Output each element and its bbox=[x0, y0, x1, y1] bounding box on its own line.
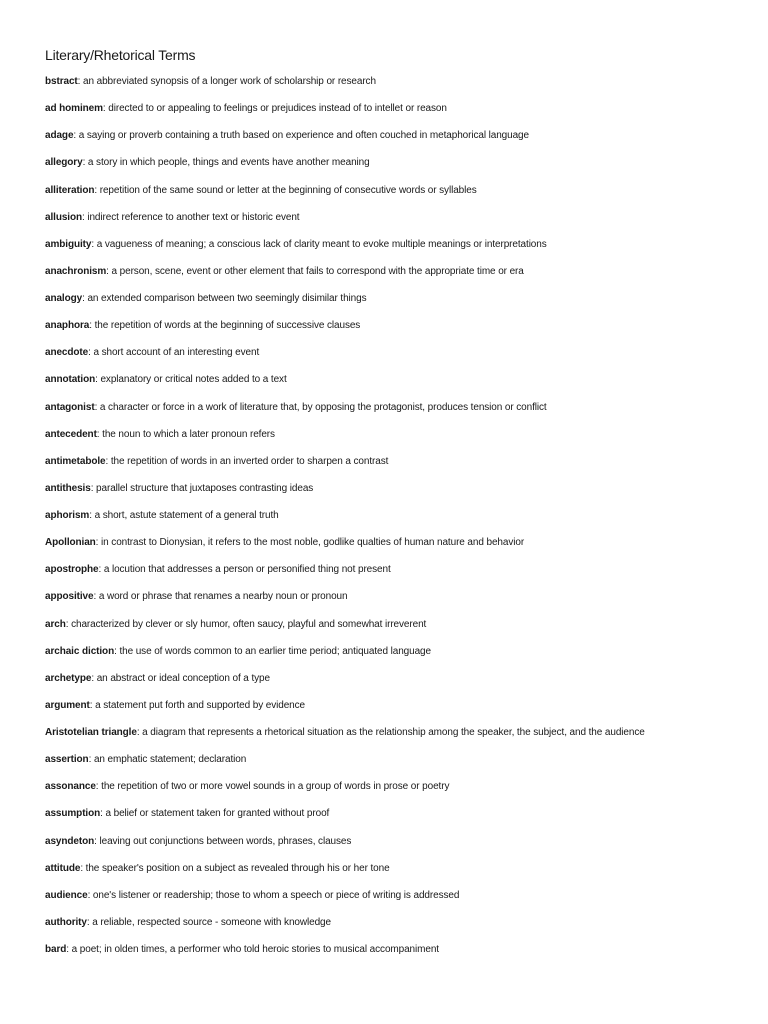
term-definition: an extended comparison between two seemingly disimilar things bbox=[87, 293, 367, 304]
term-word: annotation bbox=[45, 374, 96, 386]
term-separator: : bbox=[89, 320, 95, 332]
term-separator: : bbox=[105, 455, 111, 467]
term-word: antithesis bbox=[45, 482, 91, 494]
glossary-entry bbox=[45, 753, 750, 766]
term-definition: parallel structure that juxtaposes contrasting ideas bbox=[96, 482, 314, 494]
term-definition: a belief or statement taken for granted without proof bbox=[105, 808, 330, 820]
term-definition: a reliable, respected source - someone with knowledge bbox=[92, 916, 331, 928]
term-definition: a diagram that represents a rhetorical situation as the relationship among the speaker, the subject, and the audience bbox=[142, 727, 645, 738]
term-definition: the noun to which a later pronoun refers bbox=[102, 428, 275, 440]
term-separator: : bbox=[81, 211, 88, 223]
term-word: asyndeton bbox=[45, 835, 95, 847]
glossary-entry bbox=[45, 319, 750, 332]
glossary-entry bbox=[45, 645, 750, 658]
glossary-entry bbox=[45, 862, 750, 875]
glossary-entry bbox=[45, 401, 750, 414]
term-separator: : bbox=[95, 781, 102, 793]
term-definition: the speaker's position on a subject as revealed through his or her tone bbox=[85, 862, 390, 874]
glossary-entry bbox=[45, 156, 750, 169]
term-definition: the repetition of two or more vowel sounds in a group of words in prose or poetry bbox=[101, 781, 450, 793]
term-word: alliteration bbox=[45, 184, 95, 196]
term-word: bard bbox=[45, 944, 67, 955]
term-definition: in contrast to Dionysian, it refers to the most noble, godlike qualties of human nature and behavior bbox=[101, 537, 525, 549]
term-separator: : bbox=[82, 157, 88, 169]
term-word: antecedent bbox=[45, 428, 97, 440]
term-separator: : bbox=[106, 265, 112, 277]
glossary-entry bbox=[45, 889, 750, 902]
document-page bbox=[45, 46, 750, 970]
glossary-entry bbox=[45, 292, 750, 305]
term-definition: a saying or proverb containing a truth based on experience and often couched in metaphorical language bbox=[78, 130, 529, 142]
term-word: assertion bbox=[45, 754, 89, 766]
term-separator: : bbox=[86, 916, 93, 928]
term-definition: indirect reference to another text or historic event bbox=[87, 211, 300, 223]
term-word: ad hominem bbox=[45, 103, 103, 115]
term-definition: the repetition of words at the beginning of successive clauses bbox=[94, 320, 361, 332]
glossary-entry bbox=[45, 943, 750, 956]
term-separator: : bbox=[90, 482, 97, 494]
glossary-entry bbox=[45, 563, 750, 576]
term-separator: : bbox=[96, 428, 103, 440]
glossary-entry bbox=[45, 211, 750, 224]
glossary-entry bbox=[45, 726, 750, 739]
term-word: authority bbox=[45, 916, 87, 928]
glossary-entry bbox=[45, 129, 750, 142]
glossary-entry bbox=[45, 346, 750, 359]
glossary-entry bbox=[45, 455, 750, 468]
glossary-entry bbox=[45, 590, 750, 603]
glossary-entry bbox=[45, 536, 750, 549]
glossary-entry bbox=[45, 102, 750, 115]
term-separator: : bbox=[136, 727, 143, 738]
term-separator: : bbox=[95, 374, 101, 386]
glossary-entry bbox=[45, 373, 750, 386]
term-definition: a person, scene, event or other element that fails to correspond with the appropriate time or era bbox=[111, 265, 524, 277]
glossary-entry bbox=[45, 807, 750, 820]
glossary-entry bbox=[45, 184, 750, 197]
term-definition: a short, astute statement of a general truth bbox=[94, 510, 279, 521]
term-separator: : bbox=[89, 699, 96, 711]
term-definition: a vagueness of meaning; a conscious lack of clarity meant to evoke multiple meanings or interpretations bbox=[96, 238, 547, 250]
term-definition: a poet; in olden times, a performer who told heroic stories to musical accompaniment bbox=[71, 944, 439, 955]
glossary-entry bbox=[45, 699, 750, 712]
term-separator: : bbox=[73, 130, 79, 142]
term-definition: a short account of an interesting event bbox=[93, 347, 260, 359]
term-word: allusion bbox=[45, 211, 82, 223]
term-word: anaphora bbox=[45, 320, 90, 332]
term-definition: a story in which people, things and events have another meaning bbox=[87, 157, 370, 169]
term-separator: : bbox=[88, 347, 94, 359]
term-separator: : bbox=[102, 103, 109, 115]
term-word: anecdote bbox=[45, 347, 89, 359]
term-definition: repetition of the same sound or letter at the beginning of consecutive words or syllables bbox=[99, 184, 477, 196]
term-word: assonance bbox=[45, 781, 96, 793]
term-separator: : bbox=[94, 401, 100, 413]
glossary-entry bbox=[45, 835, 750, 848]
term-word: bstract bbox=[45, 76, 78, 87]
term-word: arch bbox=[45, 618, 66, 630]
term-definition: the repetition of words in an inverted order to sharpen a contrast bbox=[110, 455, 389, 467]
term-definition: an emphatic statement; declaration bbox=[93, 754, 247, 766]
glossary-entry bbox=[45, 672, 750, 685]
term-separator: : bbox=[88, 754, 94, 766]
term-definition: explanatory or critical notes added to a text bbox=[100, 374, 287, 386]
term-separator: : bbox=[91, 672, 97, 684]
term-definition: directed to or appealing to feelings or prejudices instead of to intellet or reason bbox=[108, 103, 447, 115]
term-word: anachronism bbox=[45, 265, 107, 277]
glossary-entry bbox=[45, 428, 750, 441]
term-separator: : bbox=[93, 591, 99, 603]
glossary-entry bbox=[45, 618, 750, 631]
term-separator: : bbox=[77, 76, 84, 87]
glossary-entry bbox=[45, 482, 750, 495]
glossary-entry bbox=[45, 780, 750, 793]
term-definition: a word or phrase that renames a nearby noun or pronoun bbox=[98, 591, 348, 603]
term-separator: : bbox=[94, 184, 100, 196]
glossary-entry bbox=[45, 238, 750, 251]
term-word: analogy bbox=[45, 293, 83, 304]
term-definition: an abstract or ideal conception of a type bbox=[96, 672, 270, 684]
glossary-entry bbox=[45, 265, 750, 278]
term-word: assumption bbox=[45, 808, 101, 820]
term-definition: one's listener or readership; those to whom a speech or piece of writing is addressed bbox=[92, 889, 460, 901]
term-word: allegory bbox=[45, 157, 83, 169]
term-separator: : bbox=[114, 645, 120, 657]
term-separator: : bbox=[80, 862, 86, 874]
term-word: appositive bbox=[45, 591, 94, 603]
term-separator: : bbox=[98, 564, 104, 576]
term-word: archaic diction bbox=[45, 645, 115, 657]
term-word: ambiguity bbox=[45, 238, 92, 250]
term-separator: : bbox=[91, 238, 97, 250]
term-definition: a statement put forth and supported by evidence bbox=[95, 699, 306, 711]
term-definition: a locution that addresses a person or personified thing not present bbox=[103, 564, 391, 576]
term-definition: characterized by clever or sly humor, often saucy, playful and somewhat irreverent bbox=[71, 618, 427, 630]
term-word: Apollonian bbox=[45, 537, 96, 549]
term-separator: : bbox=[100, 808, 106, 820]
glossary-entry bbox=[45, 509, 750, 522]
term-word: antagonist bbox=[45, 401, 95, 413]
term-word: argument bbox=[45, 699, 90, 711]
term-word: antimetabole bbox=[45, 455, 106, 467]
term-definition: a character or force in a work of literature that, by opposing the protagonist, produces tension or conflict bbox=[99, 401, 547, 413]
term-word: archetype bbox=[45, 672, 92, 684]
terms-list bbox=[45, 75, 750, 956]
term-word: Aristotelian triangle bbox=[45, 727, 137, 738]
term-definition: the use of words common to an earlier time period; antiquated language bbox=[119, 645, 431, 657]
term-separator: : bbox=[82, 293, 88, 304]
term-separator: : bbox=[65, 618, 72, 630]
term-word: attitude bbox=[45, 862, 81, 874]
term-word: adage bbox=[45, 130, 74, 142]
term-separator: : bbox=[94, 835, 100, 847]
term-separator: : bbox=[89, 510, 95, 521]
term-definition: an abbreviated synopsis of a longer work of scholarship or research bbox=[83, 76, 376, 87]
document-title: Literary/Rhetorical Terms bbox=[45, 47, 196, 63]
term-word: audience bbox=[45, 889, 88, 901]
term-definition: leaving out conjunctions between words, phrases, clauses bbox=[99, 835, 352, 847]
glossary-entry bbox=[45, 75, 750, 88]
term-separator: : bbox=[66, 944, 72, 955]
glossary-entry bbox=[45, 916, 750, 929]
term-word: aphorism bbox=[45, 510, 90, 521]
term-word: apostrophe bbox=[45, 564, 99, 576]
term-separator: : bbox=[95, 537, 102, 549]
term-separator: : bbox=[87, 889, 93, 901]
